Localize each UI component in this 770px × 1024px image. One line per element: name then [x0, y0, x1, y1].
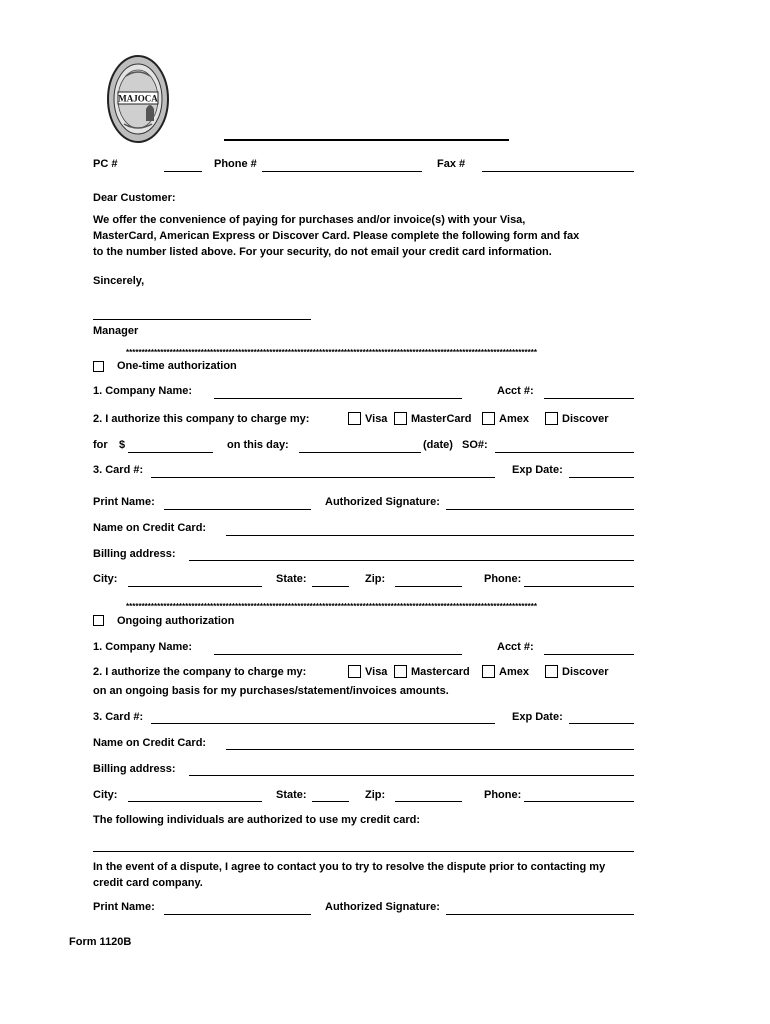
one-time-print-name-label: Print Name: [93, 496, 155, 508]
letter-body-line-2: MasterCard, American Express or Discover Card. Please complete the following form and fax [93, 230, 580, 242]
one-time-amex-label: Amex [499, 413, 529, 425]
one-time-city-field[interactable] [128, 586, 262, 587]
ongoing-title: Ongoing authorization [117, 615, 235, 627]
one-time-zip-label: Zip: [365, 573, 386, 585]
separator-2: ************************************************************************************************************************************ [126, 602, 537, 611]
ongoing-exp-date-field[interactable] [569, 723, 634, 724]
one-time-date-field[interactable] [299, 452, 421, 453]
authorized-individuals-field[interactable] [93, 851, 634, 852]
logo-text: MAJOCA [118, 93, 158, 104]
one-time-state-field[interactable] [312, 586, 349, 587]
ongoing-name-on-card-label: Name on Credit Card: [93, 737, 207, 749]
authorized-individuals-label: The following individuals are authorized to use my credit card: [93, 814, 420, 826]
ongoing-card-number-label: 3. Card #: [93, 711, 144, 723]
ongoing-acct-field[interactable] [544, 654, 634, 655]
ongoing-state-field[interactable] [312, 801, 349, 802]
pc-field[interactable] [164, 171, 202, 172]
ongoing-phone-label: Phone: [484, 789, 522, 801]
ongoing-exp-date-label: Exp Date: [512, 711, 563, 723]
ongoing-authorize-label: 2. I authorize the company to charge my: [93, 666, 307, 678]
one-time-auth-signature-label: Authorized Signature: [325, 496, 440, 508]
ongoing-basis-text: on an ongoing basis for my purchases/statement/invoices amounts. [93, 685, 449, 697]
one-time-mastercard-checkbox[interactable] [394, 412, 407, 425]
ongoing-zip-label: Zip: [365, 789, 386, 801]
one-time-dollar-label: $ [119, 439, 126, 451]
letter-body-line-3: to the number listed above. For your security, do not email your credit card information. [93, 246, 552, 258]
form-number: Form 1120B [69, 936, 132, 948]
one-time-exp-date-field[interactable] [569, 477, 634, 478]
one-time-phone-field[interactable] [524, 586, 634, 587]
ongoing-card-number-field[interactable] [151, 723, 495, 724]
one-time-exp-date-label: Exp Date: [512, 464, 563, 476]
ongoing-discover-label: Discover [562, 666, 609, 678]
one-time-city-label: City: [93, 573, 118, 585]
one-time-mastercard-label: MasterCard [411, 413, 472, 425]
separator-1: ************************************************************************************************************************************ [126, 348, 537, 357]
company-seal-logo [106, 54, 170, 144]
closing: Sincerely, [93, 275, 145, 287]
ongoing-amex-checkbox[interactable] [482, 665, 495, 678]
ongoing-mastercard-label: Mastercard [411, 666, 470, 678]
one-time-card-number-label: 3. Card #: [93, 464, 144, 476]
ongoing-discover-checkbox[interactable] [545, 665, 558, 678]
one-time-date-label: (date) [423, 439, 453, 451]
fax-field[interactable] [482, 171, 634, 172]
dispute-text-line-1: In the event of a dispute, I agree to contact you to try to resolve the dispute prior to contacting my [93, 861, 606, 873]
one-time-amex-checkbox[interactable] [482, 412, 495, 425]
ongoing-print-name-field[interactable] [164, 914, 311, 915]
ongoing-name-on-card-field[interactable] [226, 749, 634, 750]
ongoing-auth-signature-label: Authorized Signature: [325, 901, 440, 913]
one-time-card-number-field[interactable] [151, 477, 495, 478]
ongoing-auth-signature-field[interactable] [446, 914, 634, 915]
ongoing-company-name-label: 1. Company Name: [93, 641, 193, 653]
phone-label: Phone # [214, 158, 257, 170]
one-time-on-this-day-label: on this day: [227, 439, 289, 451]
one-time-so-field[interactable] [495, 452, 634, 453]
one-time-for-label: for [93, 439, 108, 451]
one-time-so-label: SO#: [462, 439, 488, 451]
one-time-zip-field[interactable] [395, 586, 462, 587]
fax-label: Fax # [437, 158, 466, 170]
one-time-auth-signature-field[interactable] [446, 509, 634, 510]
letter-body-line-1: We offer the convenience of paying for purchases and/or invoice(s) with your Visa, [93, 214, 526, 226]
ongoing-city-field[interactable] [128, 801, 262, 802]
salutation: Dear Customer: [93, 192, 176, 204]
ongoing-phone-field[interactable] [524, 801, 634, 802]
manager-signature-line[interactable] [93, 319, 311, 320]
ongoing-amex-label: Amex [499, 666, 529, 678]
one-time-title: One-time authorization [117, 360, 237, 372]
one-time-visa-label: Visa [365, 413, 388, 425]
one-time-print-name-field[interactable] [164, 509, 311, 510]
ongoing-zip-field[interactable] [395, 801, 462, 802]
one-time-acct-field[interactable] [544, 398, 634, 399]
pc-label: PC # [93, 158, 118, 170]
one-time-state-label: State: [276, 573, 307, 585]
one-time-checkbox[interactable] [93, 361, 104, 372]
ongoing-state-label: State: [276, 789, 307, 801]
ongoing-checkbox[interactable] [93, 615, 104, 626]
ongoing-billing-address-label: Billing address: [93, 763, 176, 775]
one-time-discover-label: Discover [562, 413, 609, 425]
ongoing-visa-checkbox[interactable] [348, 665, 361, 678]
ongoing-city-label: City: [93, 789, 118, 801]
dispute-text-line-2: credit card company. [93, 877, 203, 889]
ongoing-print-name-label: Print Name: [93, 901, 155, 913]
one-time-visa-checkbox[interactable] [348, 412, 361, 425]
one-time-phone-label: Phone: [484, 573, 522, 585]
one-time-authorize-label: 2. I authorize this company to charge my: [93, 413, 310, 425]
one-time-billing-address-field[interactable] [189, 560, 634, 561]
one-time-amount-field[interactable] [128, 452, 213, 453]
ongoing-visa-label: Visa [365, 666, 388, 678]
ongoing-acct-label: Acct #: [497, 641, 534, 653]
one-time-name-on-card-field[interactable] [226, 535, 634, 536]
signer-title: Manager [93, 325, 139, 337]
phone-field[interactable] [262, 171, 422, 172]
ongoing-billing-address-field[interactable] [189, 775, 634, 776]
ongoing-company-name-field[interactable] [214, 654, 462, 655]
one-time-billing-address-label: Billing address: [93, 548, 176, 560]
one-time-acct-label: Acct #: [497, 385, 534, 397]
one-time-name-on-card-label: Name on Credit Card: [93, 522, 207, 534]
title-blank-line[interactable] [224, 139, 509, 141]
one-time-discover-checkbox[interactable] [545, 412, 558, 425]
one-time-company-name-label: 1. Company Name: [93, 385, 193, 397]
ongoing-mastercard-checkbox[interactable] [394, 665, 407, 678]
one-time-company-name-field[interactable] [214, 398, 462, 399]
